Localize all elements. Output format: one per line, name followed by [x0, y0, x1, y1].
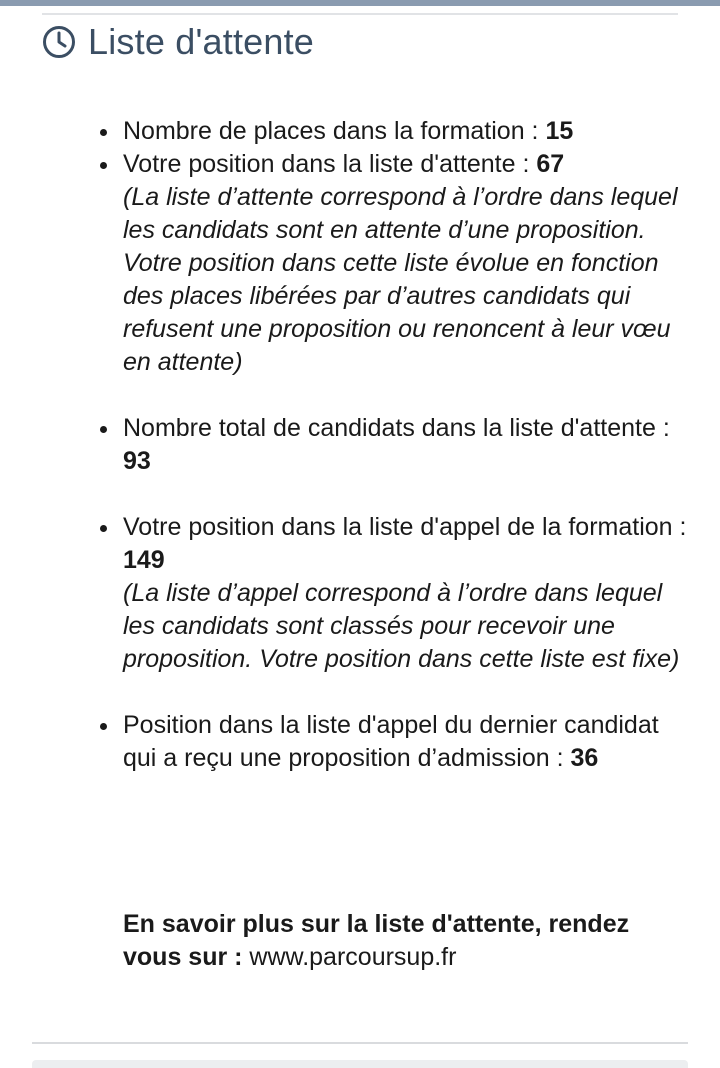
item-note: (La liste d’appel correspond à l’ordre dans lequel les candidats sont classés pour recevoir une proposition. Votre position dans cette liste est fixe): [123, 579, 680, 673]
item-value: 93: [123, 447, 151, 475]
parcoursup-link[interactable]: www.parcoursup.fr: [249, 943, 457, 971]
list-item-last-admitted-position: [123, 709, 693, 775]
next-panel-edge: [32, 1060, 688, 1068]
list-item-places: [123, 115, 693, 148]
top-divider: [42, 13, 678, 15]
waitlist-info-list: [0, 115, 693, 775]
list-item-call-list-position: [123, 511, 693, 676]
section-title: Liste d'attente: [88, 21, 315, 62]
item-value: 36: [570, 744, 599, 772]
item-value: 67: [536, 150, 565, 178]
item-label: Nombre total de candidats dans la liste d'attente :: [123, 414, 670, 442]
item-label: Nombre de places dans la formation :: [123, 117, 546, 145]
item-value: 15: [545, 117, 574, 145]
list-item-total-candidates: [123, 412, 693, 478]
item-note: (La liste d’attente correspond à l’ordre dans lequel les candidats sont en attente d’une proposition. Votre position dans cette liste évolue en fonction des places libérées par d’autres candidats qui refusent une proposition ou renoncent à leur vœu en attente): [123, 183, 678, 376]
top-bar: [0, 0, 720, 6]
list-item-waitlist-position: [123, 148, 693, 379]
bottom-divider: [32, 1042, 688, 1044]
item-label: Votre position dans la liste d'appel de la formation :: [123, 513, 687, 541]
clock-icon: [42, 25, 76, 59]
item-label: Position dans la liste d'appel du dernier candidat qui a reçu une proposition d’admission :: [123, 711, 659, 772]
item-value: 149: [123, 546, 165, 574]
more-info-text: En savoir plus sur la liste d'attente, rendez vous sur :: [123, 910, 630, 971]
section-heading: [42, 20, 314, 64]
item-label: Votre position dans la liste d'attente :: [123, 150, 537, 178]
more-info: [123, 908, 683, 974]
